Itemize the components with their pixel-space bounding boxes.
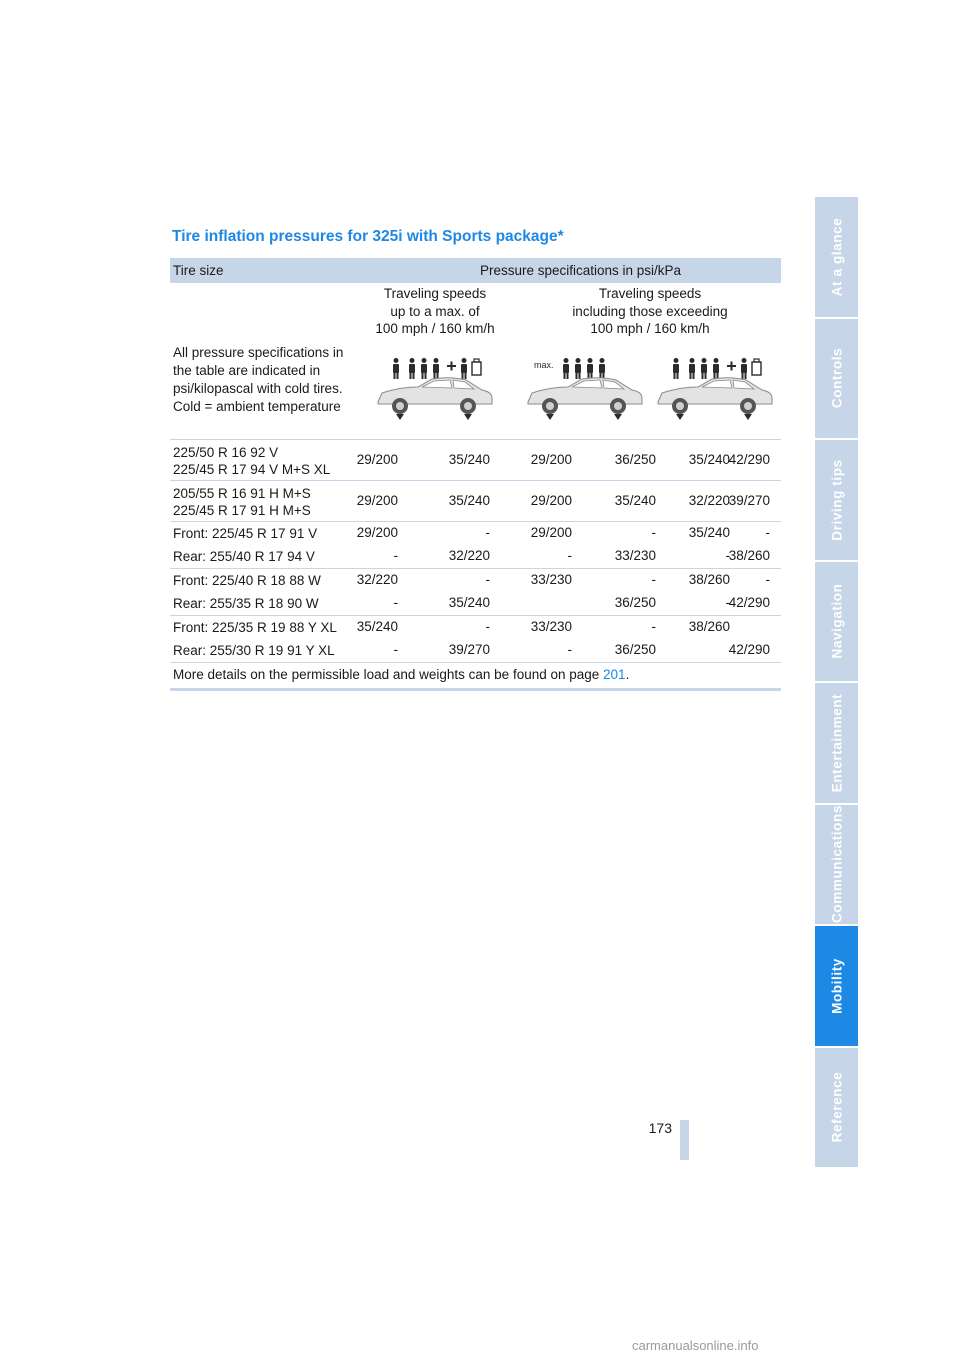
tab-entertainment[interactable]	[815, 683, 858, 803]
pressure-value: 32/220	[356, 572, 398, 587]
tab-label: At a glance	[829, 217, 844, 297]
pressure-value: 35/240	[448, 595, 490, 610]
pressure-value: 38/260	[688, 572, 730, 587]
max-label: max.	[534, 360, 554, 370]
table-header	[170, 258, 781, 283]
page-link[interactable]: 201	[603, 667, 626, 682]
tab-communications[interactable]	[815, 805, 858, 925]
watermark: carmanualsonline.info	[632, 1338, 759, 1353]
tab-driving-tips[interactable]	[815, 440, 858, 560]
pressure-value: 29/200	[356, 525, 398, 540]
pressure-value: -	[651, 572, 656, 587]
table-row	[170, 480, 781, 521]
pressure-value: -	[393, 548, 398, 563]
tab-controls[interactable]	[815, 319, 858, 439]
table-row	[170, 439, 781, 480]
pressure-value: -	[651, 619, 656, 634]
table-footer	[170, 662, 781, 691]
table-row	[170, 545, 781, 568]
page-marker-bar	[680, 1120, 689, 1160]
pressure-value: 29/200	[530, 452, 572, 467]
pressure-value: 35/240	[448, 493, 490, 508]
tire-size-cell: 205/55 R 16 91 H M+S 225/45 R 17 91 H M+S	[173, 486, 311, 518]
header-pressure: Pressure specifications in psi/kPa	[479, 263, 682, 278]
pressure-value: 35/240	[614, 493, 656, 508]
speed-range-b: Traveling speeds including those exceeding 100 mph / 160 km/h	[572, 286, 728, 336]
pressure-value: 42/290	[728, 642, 770, 657]
pressure-value: 38/260	[728, 548, 770, 563]
pressure-value: 32/220	[448, 548, 490, 563]
tire-size-cell: 225/50 R 16 92 V 225/45 R 17 94 V M+S XL	[173, 445, 331, 477]
pressure-value: 35/240	[688, 452, 730, 467]
pressure-value: -	[765, 572, 770, 587]
pressure-value: -	[485, 619, 490, 634]
pressure-value: 33/230	[530, 619, 572, 634]
pressure-value: 35/240	[688, 525, 730, 540]
speed-range-a: Traveling speeds up to a max. of 100 mph / 160 km/h	[375, 286, 495, 336]
table-row	[170, 592, 781, 615]
pressure-value: 33/230	[614, 548, 656, 563]
pressure-value: 36/250	[614, 452, 656, 467]
section-tabs	[815, 197, 858, 1169]
pressure-value: 35/240	[356, 619, 398, 634]
pressure-value: -	[765, 525, 770, 540]
tab-label: Mobility	[829, 957, 844, 1014]
tab-reference[interactable]	[815, 1048, 858, 1168]
pressure-value: 29/200	[356, 493, 398, 508]
table-row	[170, 568, 781, 592]
pressure-value: 39/270	[448, 642, 490, 657]
tab-label: Entertainment	[829, 693, 844, 793]
tire-size-cell: Front: 225/45 R 17 91 V	[173, 526, 318, 541]
tab-label: Communications	[829, 805, 844, 924]
table-row	[170, 521, 781, 545]
tire-size-cell: Rear: 255/30 R 19 91 Y XL	[173, 643, 335, 658]
pressure-value: -	[393, 642, 398, 657]
pressure-value: 36/250	[614, 595, 656, 610]
pressure-value: -	[725, 595, 730, 610]
load-passengers-luggage-icon	[370, 354, 500, 424]
pressure-value: 32/220	[688, 493, 730, 508]
table-row	[170, 615, 781, 639]
section-title: Tire inflation pressures for 325i with Sports package*	[172, 228, 564, 245]
tab-mobility[interactable]	[815, 926, 858, 1046]
load-max-passengers-icon	[520, 354, 650, 424]
pressure-value: 38/260	[688, 619, 730, 634]
pressure-value: 39/270	[728, 493, 770, 508]
tab-label: Navigation	[829, 583, 844, 659]
tire-pressure-table	[170, 258, 781, 682]
tire-size-cell: Rear: 255/35 R 18 90 W	[173, 596, 319, 611]
pressure-value: 33/230	[530, 572, 572, 587]
pressure-value: 35/240	[448, 452, 490, 467]
pressure-note: All pressure specifications in the table are indicated in psi/kilopascal with cold tires. Cold = ambient temperature	[173, 345, 344, 414]
table-row	[170, 639, 781, 662]
pressure-value: 29/200	[530, 493, 572, 508]
pressure-value: -	[485, 525, 490, 540]
pressure-value: 29/200	[356, 452, 398, 467]
load-passengers-luggage-icon	[650, 354, 780, 424]
tab-at-a-glance[interactable]	[815, 197, 858, 317]
pressure-value: -	[485, 572, 490, 587]
tire-size-cell: Rear: 255/40 R 17 94 V	[173, 549, 315, 564]
pressure-value: 42/290	[728, 595, 770, 610]
tab-label: Reference	[829, 1071, 844, 1143]
pressure-value: -	[567, 548, 572, 563]
pressure-value: -	[725, 548, 730, 563]
pressure-value: 42/290	[728, 452, 770, 467]
pressure-value: -	[567, 642, 572, 657]
tire-size-cell: Front: 225/35 R 19 88 Y XL	[173, 620, 337, 635]
table-body	[170, 439, 781, 691]
pressure-value: 29/200	[530, 525, 572, 540]
tab-label: Driving tips	[829, 459, 844, 541]
header-tire-size: Tire size	[173, 263, 224, 278]
pressure-value: 36/250	[614, 642, 656, 657]
pressure-value: -	[393, 595, 398, 610]
page-number: 173	[648, 1120, 672, 1136]
pressure-value: -	[651, 525, 656, 540]
tab-label: Controls	[829, 348, 844, 409]
tire-size-cell: Front: 225/40 R 18 88 W	[173, 573, 321, 588]
footer-text: More details on the permissible load and weights can be found on page 201.	[173, 667, 630, 682]
tab-navigation[interactable]	[815, 562, 858, 682]
